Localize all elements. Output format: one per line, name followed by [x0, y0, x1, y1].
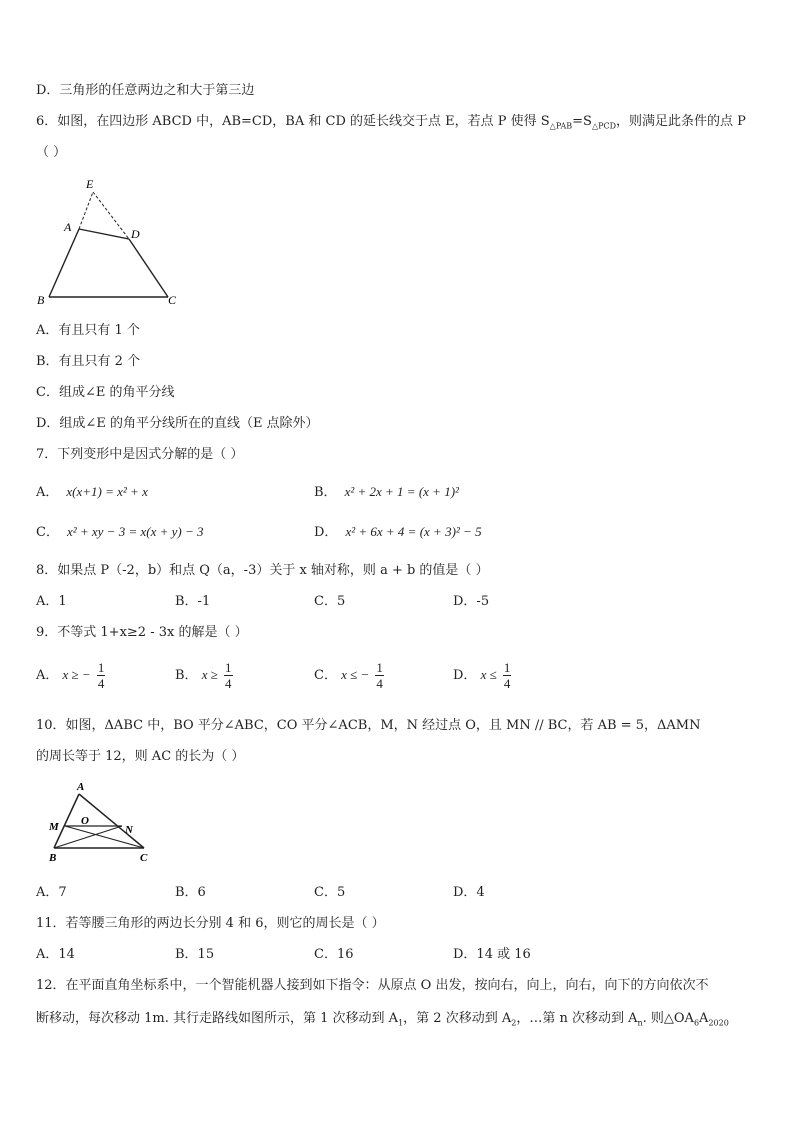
q7-expr-d: x² + 6x + 4 = (x + 3)² − 5	[345, 524, 482, 539]
q10-figure	[44, 778, 164, 870]
q9-frac-d-num: 1	[503, 660, 511, 675]
q7-option-a	[36, 483, 148, 502]
q12-sub-n: n	[637, 1018, 643, 1028]
q10-stem-line1: 10．如图，ΔABC 中，BO 平分∠ABC，CO 平分∠ACB，M，N 经过点 O，且 MN // BC，若 AB = 5，ΔAMN	[36, 718, 701, 733]
q9-option-c	[314, 660, 384, 691]
q9-frac-b-num: 1	[225, 660, 232, 675]
q9-frac-d	[503, 660, 512, 691]
q11-option-d: D．14 或 16	[453, 947, 531, 962]
q6-stem	[36, 113, 746, 136]
q8-stem: 8．如果点 P（-2，b）和点 Q（a，-3）关于 x 轴对称，则 a + b 的值是（ ）	[36, 563, 489, 578]
q6-side-ad	[79, 229, 129, 239]
q9-stem: 9．不等式 1+x≥2 - 3x 的解是（ ）	[36, 625, 248, 640]
q9-frac-c-num: 1	[376, 660, 383, 675]
q6-label-b: B	[37, 293, 45, 307]
q10-label-o: O	[81, 815, 89, 827]
q6-stem-part1: 6．如图，在四边形 ABCD 中，AB=CD，BA 和 CD 的延长线交于点 E，若点 P 使得 S	[36, 114, 550, 129]
q9-ineq-c: x ≤ −	[341, 667, 370, 682]
q7-option-d	[314, 523, 482, 542]
q9-frac-a-den: 4	[97, 676, 105, 691]
q6-option-b: B．有且只有 2 个	[36, 354, 141, 369]
q6-label-d: D	[131, 227, 140, 241]
q10-option-b: B．6	[175, 885, 206, 900]
q12-part-d: . 则△OA	[642, 1011, 694, 1026]
q12-part-a: 断移动，每次移动 1m. 其行走路线如图所示，第 1 次移动到 A	[36, 1011, 399, 1026]
q12-sub-1: 1	[398, 1018, 404, 1028]
q7-label-b: B．	[314, 485, 337, 500]
q9-option-d	[453, 660, 511, 691]
q7-label-a: A．	[36, 485, 59, 500]
q12-sub-2020: 2020	[708, 1018, 729, 1028]
q7-option-b	[314, 483, 459, 502]
q10-option-a: A．7	[36, 885, 67, 900]
q6-side-ba	[49, 229, 79, 297]
q7-label-d: D．	[314, 525, 338, 540]
q8-option-c: C．5	[314, 594, 346, 609]
q6-paren: （ ）	[36, 145, 67, 160]
q7-expr-c: x² + xy − 3 = x(x + y) − 3	[66, 524, 204, 539]
q10-label-n: N	[125, 824, 133, 836]
q9-frac-d-den: 4	[503, 676, 511, 691]
q6-option-c: C．组成∠E 的角平分线	[36, 385, 175, 400]
q6-label-a: A	[64, 220, 72, 234]
q9-label-a: A．	[36, 668, 59, 683]
q11-option-a: A．14	[36, 947, 75, 962]
q10-label-b: B	[49, 852, 57, 864]
q11-stem: 11．若等腰三角形的两边长分别 4 和 6，则它的周长是（ ）	[36, 916, 385, 931]
q12-part-c: ，…第 n 次移动到 A	[516, 1011, 638, 1026]
q9-frac-b	[224, 660, 233, 691]
q11-option-c: C．16	[314, 947, 354, 962]
q12-stem-line1: 12．在平面直角坐标系中，一个智能机器人接到如下指令：从原点 O 出发，按向右，向上，向右，向下的方向依次不	[36, 978, 709, 993]
q9-frac-c	[375, 660, 384, 691]
q9-ineq-a: x ≥ −	[62, 667, 91, 682]
q10-segment-bo	[54, 826, 122, 848]
q9-frac-b-den: 4	[225, 676, 232, 691]
q5-option-d: D．三角形的任意两边之和大于第三边	[36, 83, 255, 98]
q9-option-b	[175, 660, 233, 691]
q6-figure	[30, 170, 190, 310]
q12-stem-line2	[36, 1010, 729, 1033]
q10-option-d: D．4	[453, 885, 485, 900]
q6-label-e: E	[86, 177, 94, 191]
q7-stem: 7．下列变形中是因式分解的是（ ）	[36, 447, 244, 462]
q12-sub-6: 6	[693, 1018, 700, 1028]
q9-ineq-d: x ≤	[480, 667, 497, 682]
q9-frac-a-num: 1	[97, 660, 105, 675]
q6-eq: =S	[572, 114, 592, 129]
q9-frac-c-den: 4	[376, 676, 383, 691]
q6-sub-pab: △PAB	[549, 121, 573, 131]
q12-sub-2: 2	[511, 1018, 517, 1028]
q10-stem-line2: 的周长等于 12，则 AC 的长为（ ）	[36, 749, 245, 764]
q7-expr-b: x² + 2x + 1 = (x + 1)²	[344, 484, 459, 499]
q6-stem-part2: ，则满足此条件的点 P	[616, 114, 746, 129]
q6-label-c: C	[168, 293, 177, 307]
q8-option-a: A．1	[36, 594, 67, 609]
q6-sub-pcd: △PCD	[591, 121, 617, 131]
q9-label-b: B．	[175, 668, 198, 683]
q9-label-d: D．	[453, 668, 477, 683]
q6-dash-ed	[93, 192, 129, 239]
q11-option-b: B．15	[175, 947, 215, 962]
q9-label-c: C．	[314, 668, 337, 683]
q7-label-c: C．	[36, 525, 59, 540]
q9-option-a	[36, 660, 105, 691]
q6-dash-ae	[79, 192, 93, 229]
q8-option-b: B．-1	[175, 594, 211, 609]
q7-expr-a: x(x+1) = x² + x	[66, 484, 148, 499]
q10-label-m: M	[49, 821, 59, 833]
q12-part-b: ，第 2 次移动到 A	[403, 1011, 512, 1026]
q8-option-d: D．-5	[453, 594, 490, 609]
q10-label-c: C	[140, 852, 148, 864]
q10-label-a: A	[77, 781, 85, 793]
q10-option-c: C．5	[314, 885, 346, 900]
q9-frac-a	[97, 660, 106, 691]
q12-part-e: A	[699, 1011, 709, 1026]
q7-option-c	[36, 523, 204, 542]
q6-option-d: D．组成∠E 的角平分线所在的直线（E 点除外）	[36, 416, 319, 431]
q6-option-a: A．有且只有 1 个	[36, 323, 140, 338]
q6-side-dc	[129, 239, 168, 297]
q9-ineq-b: x ≥	[201, 667, 218, 682]
